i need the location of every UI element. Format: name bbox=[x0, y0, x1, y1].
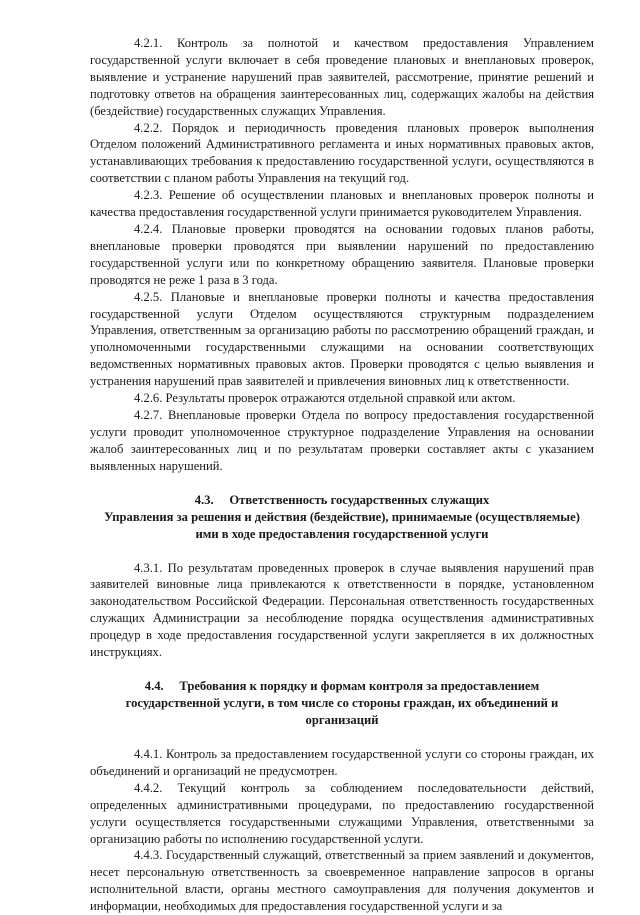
section-heading-4-3 bbox=[90, 492, 594, 543]
heading-4-4-line-3: организаций bbox=[305, 713, 379, 727]
paragraph-4-4-1: 4.4.1. Контроль за предоставлением государственной услуги со стороны граждан, их объединений и организаций не предусмотрен. bbox=[90, 747, 594, 778]
paragraph-4-2-4: 4.2.4. Плановые проверки проводятся на основании годовых планов работы, внеплановые проверки проводятся при выявлении нарушений по предоставлению государственной услуги или по конкретному обращению заявителя. Плановые проверки проводятся не реже 1 раза в 3 года. bbox=[90, 221, 594, 287]
paragraph-4-2-7: 4.2.7. Внеплановые проверки Отдела по вопросу предоставления государственной услуги проводит уполномоченное структурное подразделение Управления на основании жалоб заинтересованных лиц и по результатам проверки составляет акты с указанием выявленных нарушений. bbox=[90, 407, 594, 473]
paragraph-4-3-1: 4.3.1. По результатам проведенных проверок в случае выявления нарушений прав заявителей виновные лица привлекаются к ответственности в порядке, установленном законодательством Российской Федерации. Персональная ответственность государственных служащих Администрации за несоблюдение порядка осуществления административных процедур в ходе предоставления государственной услуги закрепляется в их должностных инструкциях. bbox=[90, 560, 594, 660]
paragraph-4-4-3: 4.4.3. Государственный служащий, ответственный за прием заявлений и документов, несет персональную ответственность за своевременное направление запросов в органы исполнительной власти, органы местного самоуправления для получения документов и информации, необходимых для предоставления государственной услуги и за bbox=[90, 848, 594, 914]
paragraph-4-2-2: 4.2.2. Порядок и периодичность проведения плановых проверок выполнения Отделом положений Административного регламента и иных нормативных правовых актов, устанавливающих требования к предоставлению государственной услуги, осуществляются в соответствии с планом работы Управления на текущий год. bbox=[90, 120, 594, 186]
paragraph-4-2-5: 4.2.5. Плановые и внеплановые проверки полноты и качества предоставления государственной услуги Отделом осуществляются структурным подразделением Управления, ответственным за организацию работы по рассмотрению обращений граждан, и уполномоченными государственными служащими на основании соответствующих ведомственных нормативных правовых актов. Проверки проводятся с целью выявления и устранения нарушений прав заявителей и привлечения виновных лиц к ответственности. bbox=[90, 289, 594, 389]
section-heading-4-4 bbox=[90, 678, 594, 729]
heading-4-3-line-1: 4.3. Ответственность государственных служащих bbox=[194, 492, 490, 507]
heading-4-3-line-3: ими в ходе предоставления государственной услуги bbox=[195, 526, 489, 541]
heading-4-3-line-2: Управления за решения и действия (бездействие), принимаемые (осуществляемые) bbox=[104, 509, 580, 524]
heading-4-4-line-1: 4.4. Требования к порядку и формам контроля за предоставлением bbox=[144, 679, 540, 693]
paragraph-4-4-2: 4.4.2. Текущий контроль за соблюдением последовательности действий, определенных административными процедурами, по предоставлению государственной услуги осуществляется государственными служащими Управления, ответственными за организацию работы по исполнению государственной услуги. bbox=[90, 780, 594, 846]
paragraph-4-2-3: 4.2.3. Решение об осуществлении плановых и внеплановых проверок полноты и качества предоставления государственной услуги принимается руководителем Управления. bbox=[90, 188, 594, 220]
paragraph-4-2-1: 4.2.1. Контроль за полнотой и качеством предоставления Управлением государственной услуги включает в себя проведение плановых и внеплановых проверок, выявление и устранение нарушений прав заявителей, рассмотрение, принятие решений и подготовку ответов на обращения заинтересованных лиц, содержащих жалобы на действия (бездействие) государственных служащих Управления. bbox=[90, 36, 594, 118]
paragraph-4-2-6: 4.2.6. Результаты проверок отражаются отдельной справкой или актом. bbox=[134, 391, 516, 406]
heading-4-4-line-2: государственной услуги, в том числе со стороны граждан, их объединений и bbox=[125, 696, 559, 710]
